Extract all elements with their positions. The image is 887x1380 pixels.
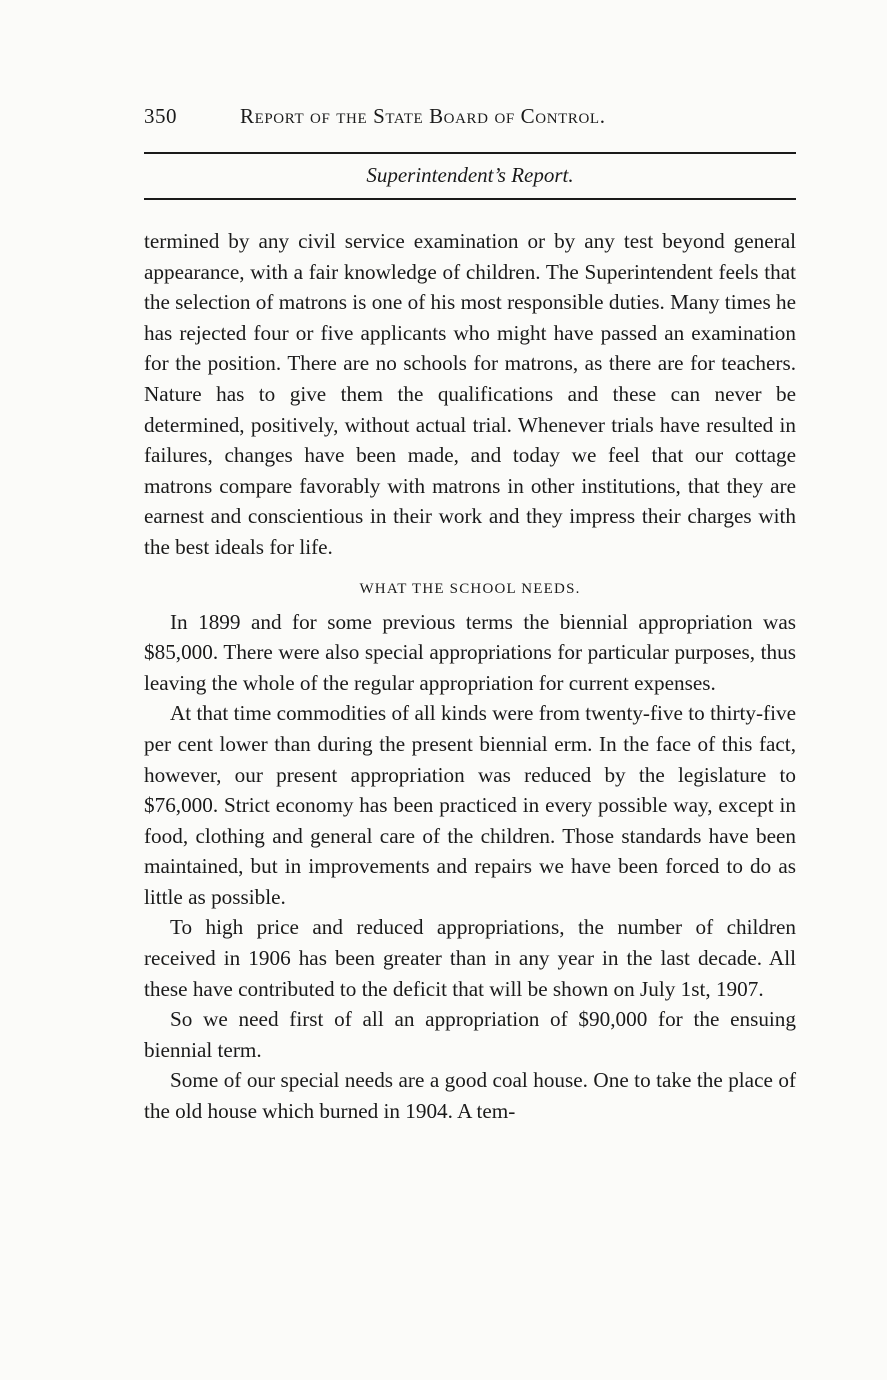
running-title: Report of the State Board of Control. [240,104,606,128]
running-header [144,104,796,138]
paragraph: Some of our special needs are a good coal house. One to take the place of the old house which burned in 1904. A tem- [144,1068,796,1124]
page-number: 350 [144,104,177,128]
body-text [144,226,796,1127]
subheading: WHAT THE SCHOOL NEEDS. [359,580,581,597]
paragraph: termined by any civil service examination or by any test beyond general appearance, with a fair knowledge of children. The Superintendent feels that the selection of matrons is one of his most responsible duties. Many times he has rejected four or five applicants who might have passed an examination for the position. There are no schools for matrons, as there are for teachers. Nature has to give them the qualifications and these can never be determined, positively, without actual trial. Whenever trials have resulted in failures, changes have been made, and today we feel that our cottage matrons compare favorably with matrons in other institutions, that they are earnest and conscientious in their work and they impress their charges with the best ideals for life. [144,229,797,559]
paragraph: So we need first of all an appropriation of $90,000 for the ensuing biennial term. [144,1007,796,1062]
paragraph: In 1899 and for some previous terms the biennial appropriation was $85,000. There were also special appropriations for particular purposes, thus leaving the whole of the regular appropriation for current expenses. [144,609,796,695]
document-page [144,104,796,1127]
header-rule-bottom [144,198,796,200]
header-rule-top [144,152,796,154]
paragraph: To high price and reduced appropriations, the number of children received in 1906 has been greater than in any year in the last decade. All these have contributed to the deficit that will be shown on July 1st, 1907. [144,915,796,1001]
section-heading: Superintendent’s Report. [366,163,574,187]
paragraph: At that time commodities of all kinds were from twenty-five to thirty-five per cent lower than during the present biennial erm. In the face of this fact, however, our present appropriation was reduced by the legislature to $76,000. Strict economy has been practiced in every possible way, except in food, clothing and general care of the children. Those standards have been maintained, but in improvements and repairs we have been forced to do as little as possible. [144,701,796,909]
